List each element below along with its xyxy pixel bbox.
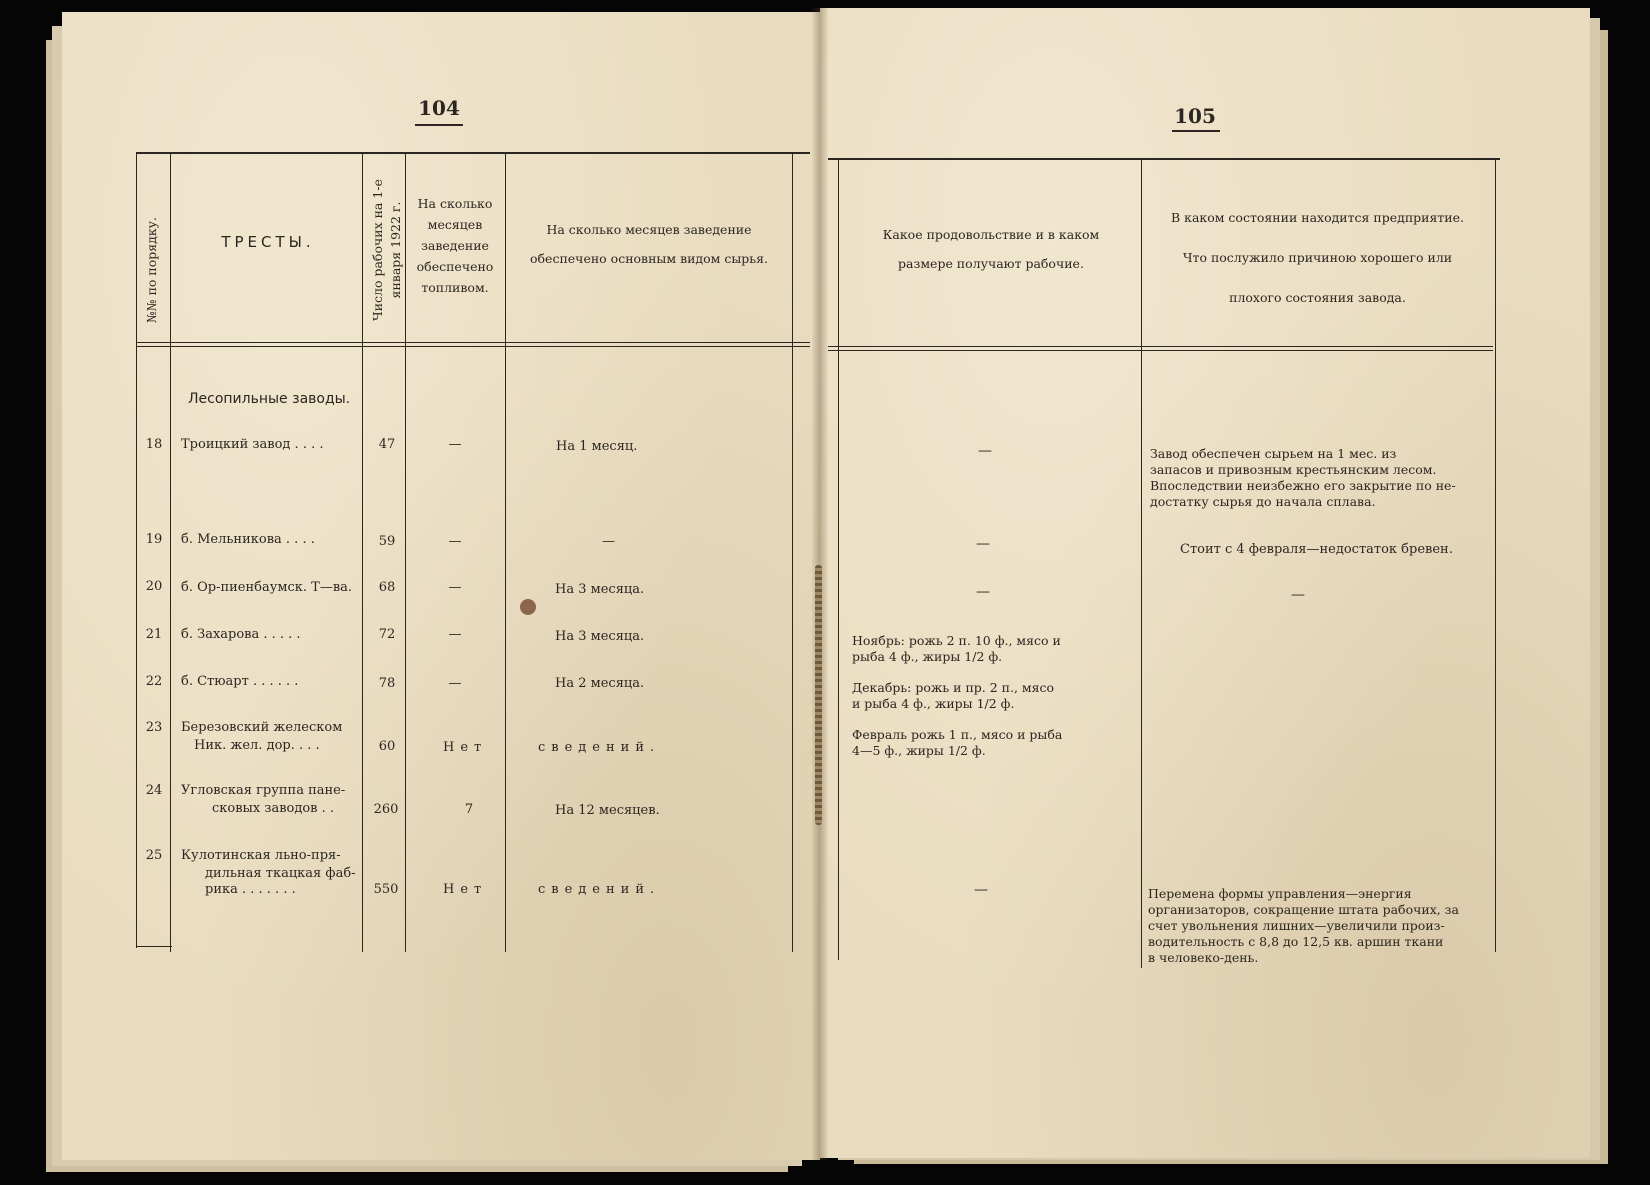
state-note-19: Стоит с 4 февраля—недостаток бревен. (1180, 542, 1453, 557)
row-no: 24 (145, 783, 163, 798)
row-no: 25 (145, 848, 163, 863)
column-rule (136, 152, 137, 948)
food-note-november: Ноябрь: рожь 2 п. 10 ф., мясо и рыба 4 ф., жиры 1/2 ф. (852, 633, 1061, 664)
column-rule (362, 152, 363, 952)
table-top-rule (828, 158, 1500, 160)
row-raw: На 3 месяца. (555, 629, 645, 644)
row-fuel: Нет (443, 882, 488, 897)
food-dash: — (976, 536, 990, 552)
page-number-right: 105 (1174, 104, 1216, 128)
header-trusts: ТРЕСТЫ. (221, 233, 315, 251)
header-workers-line1: Число рабочих на 1-е (370, 179, 385, 321)
column-rule (838, 158, 839, 960)
row-raw: сведений. (538, 740, 661, 755)
row-fuel: — (448, 580, 462, 595)
section-title: Лесопильные заводы. (188, 391, 351, 407)
column-rule (1495, 158, 1496, 952)
row-no: 23 (145, 720, 163, 735)
row-raw: На 2 месяца. (555, 676, 645, 691)
row-workers: 47 (378, 437, 396, 452)
row-fuel: Нет (443, 740, 488, 755)
row-no: 21 (145, 627, 163, 642)
state-dash: — (1291, 587, 1305, 603)
table-top-rule (136, 152, 810, 154)
row-name: Угловская группа пане- (181, 783, 346, 798)
food-dash: — (974, 882, 988, 898)
row-raw: На 3 месяца. (555, 582, 645, 597)
row-workers: 260 (373, 802, 399, 817)
food-dash: — (978, 443, 992, 459)
row-name: рика . . . . . . . (205, 882, 296, 897)
column-rule (505, 152, 506, 952)
row-workers: 72 (378, 627, 396, 642)
row-fuel: 7 (464, 802, 474, 817)
row-raw: — (602, 534, 615, 549)
row-workers: 78 (378, 676, 396, 691)
row-name: Березовский желеском (181, 720, 343, 735)
row-workers: 60 (378, 739, 396, 754)
header-rule (828, 350, 1493, 351)
row-name: б. Ор-пиенбаумск. Т—ва. (181, 580, 353, 595)
row-raw: На 12 месяцев. (555, 803, 660, 818)
row-no: 22 (145, 674, 163, 689)
bottom-rule (136, 946, 172, 947)
row-fuel: — (448, 627, 462, 642)
header-rule (136, 346, 810, 347)
row-name: сковых заводов . . (212, 801, 335, 816)
row-workers: 68 (378, 580, 396, 595)
row-no: 19 (145, 532, 163, 547)
header-raw: На сколько месяцев заведение обеспечено основным видом сырья. (530, 222, 768, 266)
header-fuel: На сколько месяцев заведение обеспечено топливом. (416, 196, 494, 295)
header-rule (136, 342, 810, 343)
column-rule (170, 152, 171, 952)
right-page (820, 8, 1590, 1158)
page-number-underline (415, 124, 463, 126)
row-fuel: — (448, 676, 462, 691)
header-rule (828, 346, 1493, 347)
row-name: Кулотинская льно-пря- (181, 848, 341, 863)
row-name: б. Мельникова . . . . (181, 532, 315, 547)
row-name: дильная ткацкая фаб- (205, 866, 356, 881)
header-food: Какое продовольствие и в каком размере получают рабочие. (882, 227, 1100, 271)
header-state: В каком состоянии находится предприятие. Что послужило причиною хорошего или плохого состояния завода. (1170, 210, 1465, 305)
row-no: 20 (145, 579, 163, 594)
page-number-left: 104 (418, 96, 460, 120)
header-no: №№ по порядку. (144, 216, 159, 324)
food-note-february: Февраль рожь 1 п., мясо и рыба 4—5 ф., жиры 1/2 ф. (852, 727, 1063, 758)
row-no: 18 (145, 437, 163, 452)
row-name: Троицкий завод . . . . (181, 437, 324, 452)
column-rule (792, 152, 793, 952)
row-raw: На 1 месяц. (556, 439, 638, 454)
row-raw: сведений. (538, 882, 661, 897)
page-number-underline (1172, 130, 1220, 132)
state-note-18: Завод обеспечен сырьем на 1 мес. из запасов и привозным крестьянским лесом. Впоследствии неизбежно его закрытие по не- достатку сырья до начала сплава. (1150, 446, 1456, 509)
food-note-december: Декабрь: рожь и пр. 2 п., мясо и рыба 4 ф., жиры 1/2 ф. (852, 680, 1055, 711)
row-name: б. Захарова . . . . . (181, 627, 301, 642)
column-rule (1141, 158, 1142, 968)
header-workers-line2: января 1922 г. (388, 201, 403, 299)
row-name: Ник. жел. дор. . . . (194, 738, 320, 753)
binding-thread (815, 565, 822, 825)
ink-stain (520, 599, 536, 615)
row-workers: 550 (373, 882, 399, 897)
row-fuel: — (448, 534, 462, 549)
state-note-25: Перемена формы управления—энергия организаторов, сокращение штата рабочих, за счет увольнения лишних—увеличили произ- водительность с 8,8 до 12,5 кв. аршин ткани в человеко-день. (1148, 886, 1459, 965)
row-fuel: — (448, 437, 462, 452)
row-name: б. Стюарт . . . . . . (181, 674, 299, 689)
row-workers: 59 (378, 534, 396, 549)
food-dash: — (976, 584, 990, 600)
